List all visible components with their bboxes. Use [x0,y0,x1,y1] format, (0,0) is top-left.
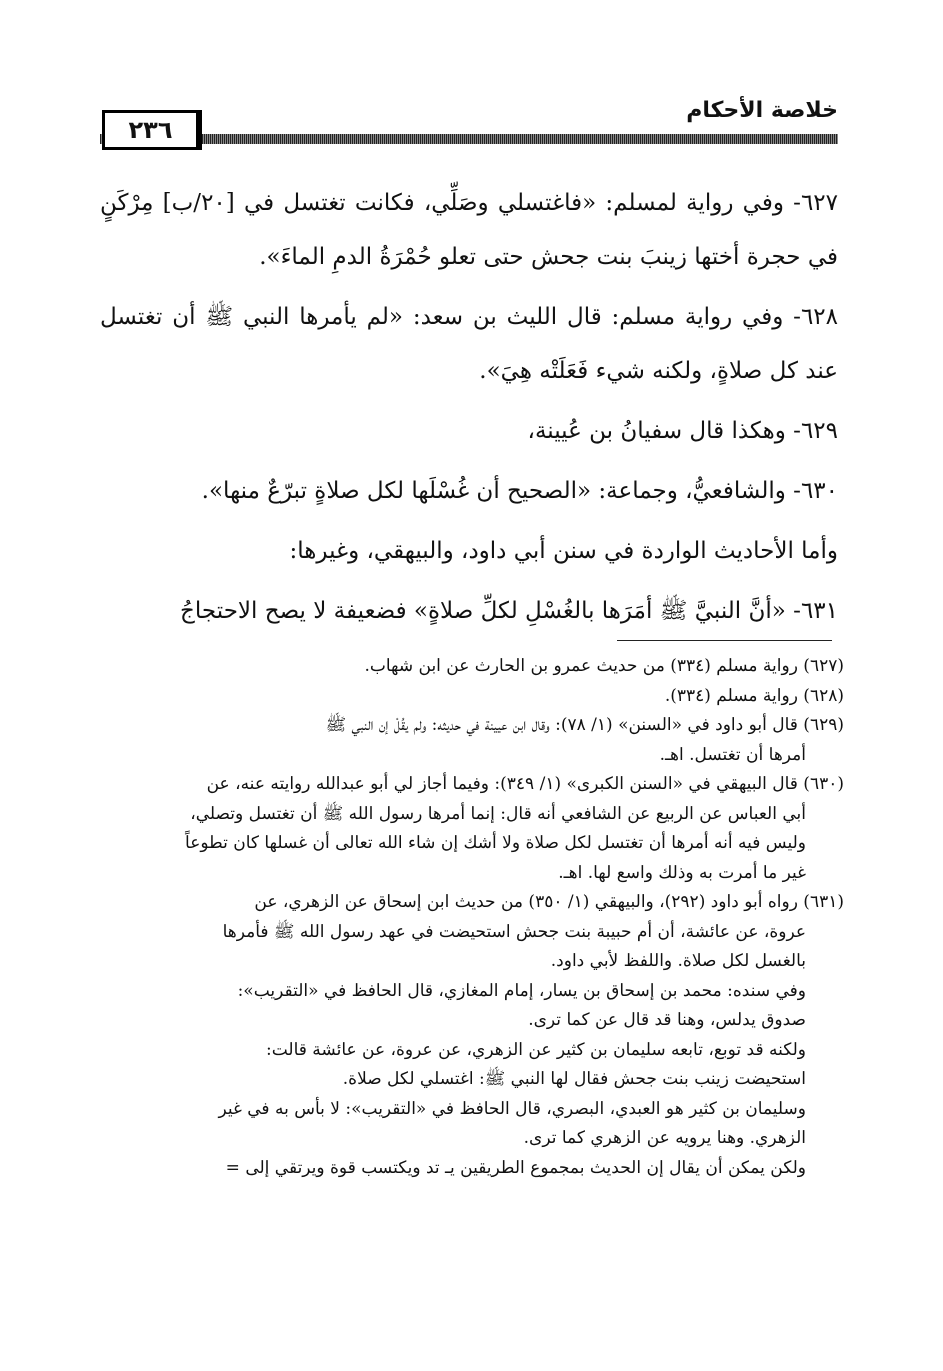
footnote-line: ولكن يمكن أن يقال إن الحديث بمجموع الطريقين يـ تد ويكتسب قوة ويرتقي إلى = [225,1157,806,1178]
paragraph-629: ٦٢٩- وهكذا قال سفيانُ بن عُيينة، [527,418,838,444]
footnote-line: بالغسل لكل صلاة. واللفظ لأبي داود. [550,951,806,971]
paragraph-intro: وأما الأحاديث الواردة في سنن أبي داود، والبيهقي، وغيرها: [289,538,838,564]
footnote-line: الزهري. وهنا يرويه عن الزهري كما ترى. [523,1128,806,1148]
footnote-line: صدوق يدلس، وهنا قد قال عن كما ترى. [528,1010,806,1030]
running-title: خلاصة الأحكام [686,98,838,123]
footnote-627 [92,652,844,682]
footnote-line: ولكنه قد توبع، تابعه سليمان بن كثير عن الزهري، عن عروة، عن عائشة قالت: [266,1039,806,1060]
footnote-line: (٦٢٨) رواية مسلم (٣٣٤). [664,685,844,706]
footnote-line: غير ما أمرت به وذلك واسع لها. اهـ. [558,862,806,883]
footnote-line: (٦٣١) رواه أبو داود (٢٩٢)، والبيهقي (١/ ٣٥٠) من حديث ابن إسحاق عن الزهري، عن [254,892,844,912]
paragraph-630: ٦٣٠- والشافعيُّ، وجماعة: «الصحيح أن غُسْلَها لكل صلاةٍ تبرّعٌ منها». [201,478,838,504]
page-header [100,88,838,158]
paragraph-627: ٦٢٧- وفي رواية لمسلم: «فاغتسلي وصَلِّي، فكانت تغتسل في [٢٠/ب] مِرْكَنٍ في حجرة أختها زينبَ بنت جحش حتى تعلو حُمْرَةُ الدمِ الماءَ». [100,190,838,270]
footnote-line: (٦٢٧) رواية مسلم (٣٣٤) من حديث عمرو بن الحارث عن ابن شهاب. [364,656,844,676]
footnote-line: أبي العباس عن الربيع عن الشافعي أنه قال: إنما أمرها رسول الله ﷺ أن تغتسل وتصلي، [190,803,806,824]
footnote-line: أمرها أن تغتسل. اهـ. [659,744,806,765]
page-number: ٢٣٦ [102,110,202,150]
main-text [100,176,838,638]
footnote-line: عروة، عن عائشة، أن أم حبيبة بنت جحش استحيضت في عهد رسول الله ﷺ فأمرها [222,921,806,942]
footnote-630 [92,770,844,888]
paragraph-631: ٦٣١- «أنَّ النبيَّ ﷺ أمَرَها بالغُسْلِ لكلِّ صلاةٍ» فضعيفة لا يصح الاحتجاجُ [180,598,838,624]
footnote-line: وفي سنده: محمد بن إسحاق بن يسار، إمام المغازي، قال الحافظ في «التقريب»: [237,980,806,1001]
footnote-divider [617,640,832,641]
footnote-628 [92,682,844,712]
header-rule [100,134,838,144]
footnote-631 [92,888,844,977]
paragraph-628: ٦٢٨- وفي رواية مسلم: قال الليث بن سعد: «لم يأمرها النبي ﷺ أن تغتسل عند كل صلاةٍ، ولكنه شيء فَعَلَتْه هِيَ». [100,304,838,384]
footnote-line: وسليمان بن كثير هو العبدي، البصري، قال الحافظ في «التقريب»: لا بأس به في غير [218,1098,806,1119]
footnote-629 [92,711,844,770]
footnote-line: استحيضت زينب بنت جحش فقال لها النبي ﷺ: اغتسلي لكل صلاة. [342,1069,806,1089]
footnote-line: وليس فيه أنه أمرها أن تغتسل لكل صلاة ولا أشك إن شاء الله تعالى أن غسلها كان تطوعاً [185,833,806,853]
footnote-line: (٦٢٩) قال أبو داود في «السنن» (١/ ٧٨): وقال ابن عيينة في حديثه: ولم يقُلْ إن النبي ﷺ [325,715,844,735]
footnotes [92,652,844,1183]
footnote-line: (٦٣٠) قال البيهقي في «السنن الكبرى» (١/ ٣٤٩): وفيما أجاز لي أبو عبدالله روايته عنه، عن [206,774,844,794]
